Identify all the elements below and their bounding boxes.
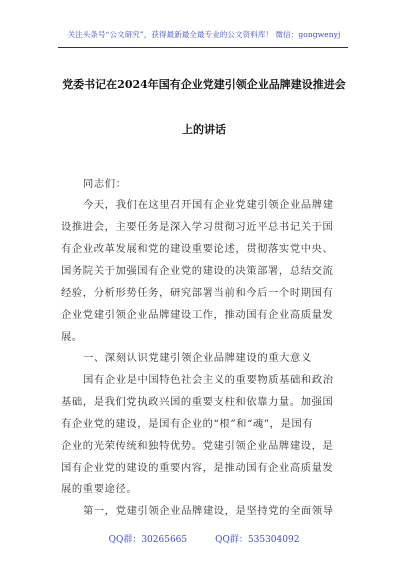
footer [0,532,408,545]
paragraph-line: 企业党建引领企业品牌建设工作，推动国有企业高质量发 [61,309,334,321]
paragraph-line: 国务院关于加强国有企业党的建设的决策部署，总结交流 [61,265,334,277]
document-title-line-2: 上的讲话 [182,123,226,136]
paragraph-line: 今天，我们在这里召开国有企业党建引领企业品牌建 [83,199,334,211]
paragraph-line: 国有企业党的建设的重要内容，是推动国有企业高质量发 [61,462,334,474]
header-note: 关注头条号“公文研究”，获得最新最全最专业的公文资料库！ 微信：gongwenyj [67,30,341,39]
paragraph-line: 有企业改革发展和党的建设重要论述，贯彻落实党中央、 [61,243,334,255]
paragraph-line: 展的重要途径。 [61,483,138,495]
qq-group-1: QQ群：30265665 [108,535,188,545]
paragraph-line: 有企业党的建设，是国有企业的“根”和“魂”，是国有 [61,418,314,430]
qq-group-2: QQ群：535304092 [215,535,300,545]
paragraph-line: 第一，党建引领企业品牌建设，是坚持党的全面领导 [83,505,334,517]
paragraph-line: 展。 [61,331,83,343]
paragraph-line: 国有企业是中国特色社会主义的重要物质基础和政治 [83,374,334,386]
salutation: 同志们： [83,178,127,190]
paragraph-line: 设推进会，主要任务是深入学习贯彻习近平总书记关于国 [61,221,334,233]
paragraph-line: 基础，是我们党执政兴国的重要支柱和依靠力量。加强国 [61,396,334,408]
paragraph-line: 企业的光荣传统和独特优势。党建引领企业品牌建设，是 [61,440,334,452]
document-title-line-1: 党委书记在2024年国有企业党建引领企业品牌建设推进会 [62,78,346,91]
header-divider [58,47,348,48]
section-heading: 一、深刻认识党建引领企业品牌建设的重大意义 [83,352,312,364]
paragraph-line: 经验，分析形势任务，研究部署当前和今后一个时期国有 [61,287,334,299]
